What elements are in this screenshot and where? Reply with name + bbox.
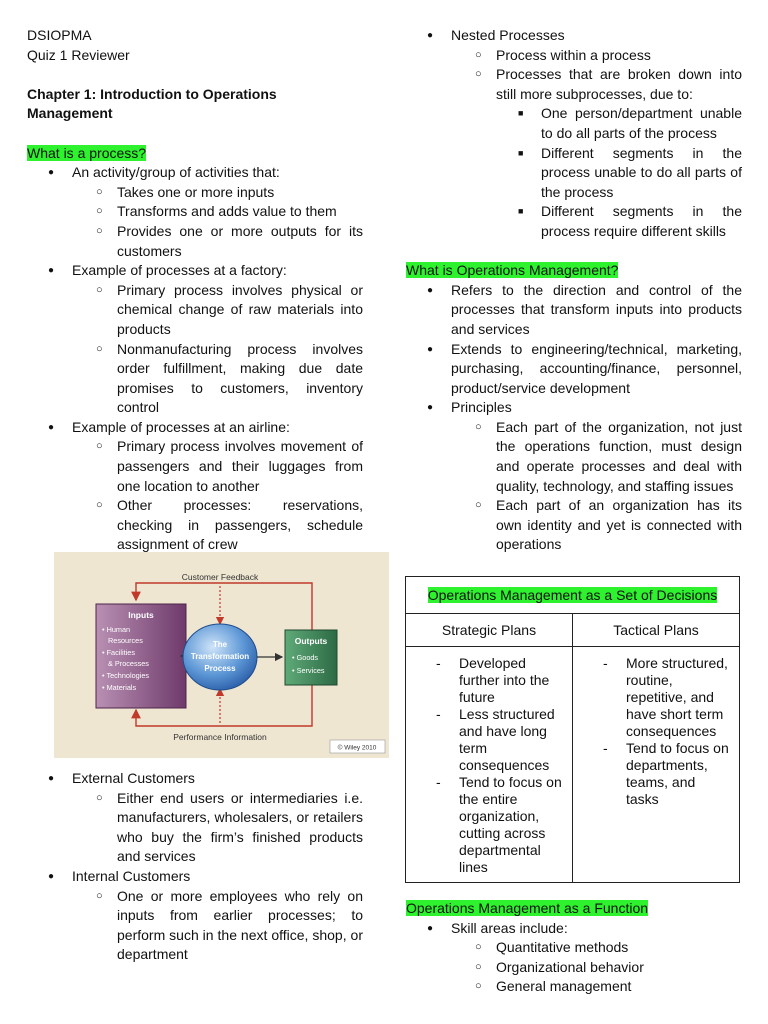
- list-item: ○ Each part of an organization has its own identity and yet is connected with operations: [451, 496, 742, 555]
- list-item: - Tend to focus on the entire organization, cutting across departmental lines: [414, 774, 564, 876]
- decisions-table: [405, 576, 740, 883]
- list-item: ■ Different segments in the process require different skills: [496, 202, 742, 241]
- table-header-tactical: Tactical Plans: [573, 614, 740, 647]
- list-item: ● Nested Processes ○ Process within a process ○ Processes that are broken down into still more subprocesses, due to: ■ One person/department unable to do all parts of the process ■ Different segments in the process unable to do all parts of the process ■ Different segments in the process require different skills: [406, 26, 742, 242]
- right-column-lower: [406, 899, 742, 997]
- list-item: - Tend to focus on departments, teams, and tasks: [581, 740, 731, 808]
- list-item: ● Skill areas include: ○ Quantitative methods ○ Organizational behavior ○ General management: [406, 919, 742, 997]
- list-item: ■ One person/department unable to do all parts of the process: [496, 104, 742, 143]
- outputs-title: Outputs: [294, 636, 328, 646]
- list-item: ● Example of processes at a factory: ○ Primary process involves physical or chemical change of raw materials into products ○ Nonmanufacturing process involves order fulfillment, making due date promises to customers, inventory control: [27, 261, 363, 418]
- process-list: [27, 163, 363, 555]
- list-item: ● Example of processes at an airline: ○ Primary process involves movement of passengers and their luggages from one location to another ○ Other processes: reservations, checking in passengers, schedule assignment of crew: [27, 418, 363, 555]
- list-item: ○ General management: [451, 977, 742, 997]
- input-item: & Processes: [108, 659, 149, 668]
- svg-text:The: The: [212, 640, 228, 649]
- list-item: ○ Quantitative methods: [451, 938, 742, 958]
- input-item: • Materials: [102, 683, 137, 692]
- skill-list: [406, 919, 742, 997]
- input-item: • Technologies: [102, 671, 150, 680]
- list-item: ○ Processes that are broken down into still more subprocesses, due to: ■ One person/department unable to do all parts of the process ■ Different segments in the process unable to do all parts of the process ■ Different segments in the process require different skills: [451, 65, 742, 241]
- left-column: [27, 26, 363, 555]
- list-item: ○ Provides one or more outputs for its customers: [72, 222, 363, 261]
- list-item: ○ One or more employees who rely on inputs from earlier processes; to perform such in the next office, shop, or department: [72, 887, 363, 965]
- performance-label: Performance Information: [173, 732, 267, 742]
- chapter-heading: Chapter 1: Introduction to Operations Management: [27, 85, 277, 122]
- output-item: • Goods: [292, 653, 319, 662]
- list-item: ● Refers to the direction and control of the processes that transform inputs into products and services: [406, 281, 742, 340]
- table-title: Operations Management as a Set of Decisions: [427, 587, 718, 603]
- doc-title: Quiz 1 Reviewer: [27, 46, 130, 63]
- svg-text:Process: Process: [204, 664, 236, 673]
- list-item: ● Internal Customers ○ One or more employees who rely on inputs from earlier processes; to perform such in the next office, shop, or department: [27, 867, 363, 965]
- transformation-process-diagram: [54, 552, 389, 758]
- list-item: ○ Either end users or intermediaries i.e. manufacturers, wholesalers, or retailers who buy the firm’s finished products and services: [72, 789, 363, 867]
- input-item: Resources: [108, 636, 143, 645]
- input-item: • Human: [102, 625, 131, 634]
- right-column: [406, 26, 742, 555]
- function-heading: Operations Management as a Function: [406, 900, 649, 916]
- list-item: ● Extends to engineering/technical, marketing, purchasing, accounting/finance, personnel, product/service development: [406, 340, 742, 399]
- list-item: ○ Other processes: reservations, checking in passengers, schedule assignment of crew: [72, 496, 363, 555]
- strategic-cell: [406, 647, 573, 883]
- list-item: ○ Transforms and adds value to them: [72, 202, 363, 222]
- table-title-cell: [406, 577, 740, 614]
- list-item: ○ Primary process involves movement of passengers and their luggages from one location to another: [72, 437, 363, 496]
- list-item: ● An activity/group of activities that: ○ Takes one or more inputs ○ Transforms and adds value to them ○ Provides one or more outputs for its customers: [27, 163, 363, 261]
- nested-process-list: [406, 26, 742, 242]
- svg-text:Transformation: Transformation: [190, 652, 250, 661]
- copyright-label: © Wiley 2010: [337, 744, 377, 752]
- list-item: - More structured, routine, repetitive, and have short term consequences: [581, 655, 731, 740]
- list-item: ○ Nonmanufacturing process involves order fulfillment, making due date promises to customers, inventory control: [72, 340, 363, 418]
- list-item: ○ Primary process involves physical or chemical change of raw materials into products: [72, 281, 363, 340]
- input-item: • Facilities: [102, 648, 135, 657]
- list-item: - Developed further into the future: [414, 655, 564, 706]
- tactical-cell: [573, 647, 740, 883]
- feedback-label: Customer Feedback: [181, 572, 259, 582]
- left-column-lower: [27, 769, 363, 965]
- list-item: - Less structured and have long term consequences: [414, 706, 564, 774]
- list-item: ● External Customers ○ Either end users or intermediaries i.e. manufacturers, wholesalers, or retailers who buy the firm’s finished products and services: [27, 769, 363, 867]
- output-item: • Services: [292, 666, 325, 675]
- list-item: ○ Organizational behavior: [451, 958, 742, 978]
- om-question-heading: What is Operations Management?: [406, 262, 619, 279]
- table-header-strategic: Strategic Plans: [406, 614, 573, 647]
- customer-list: [27, 769, 363, 965]
- list-item: ○ Process within a process: [451, 46, 742, 66]
- om-list: [406, 281, 742, 555]
- process-question-heading: What is a process?: [27, 144, 147, 161]
- list-item: ■ Different segments in the process unable to do all parts of the process: [496, 144, 742, 203]
- list-item: ○ Each part of the organization, not just the operations function, must design and operate processes and deal with quality, technology, and staffing issues: [451, 418, 742, 496]
- inputs-title: Inputs: [128, 610, 154, 620]
- list-item: ○ Takes one or more inputs: [72, 183, 363, 203]
- list-item: ● Principles ○ Each part of the organization, not just the operations function, must design and operate processes and deal with quality, technology, and staffing issues ○ Each part of an organization has its own identity and yet is connected with operations: [406, 398, 742, 555]
- course-code: DSIOPMA: [27, 27, 92, 43]
